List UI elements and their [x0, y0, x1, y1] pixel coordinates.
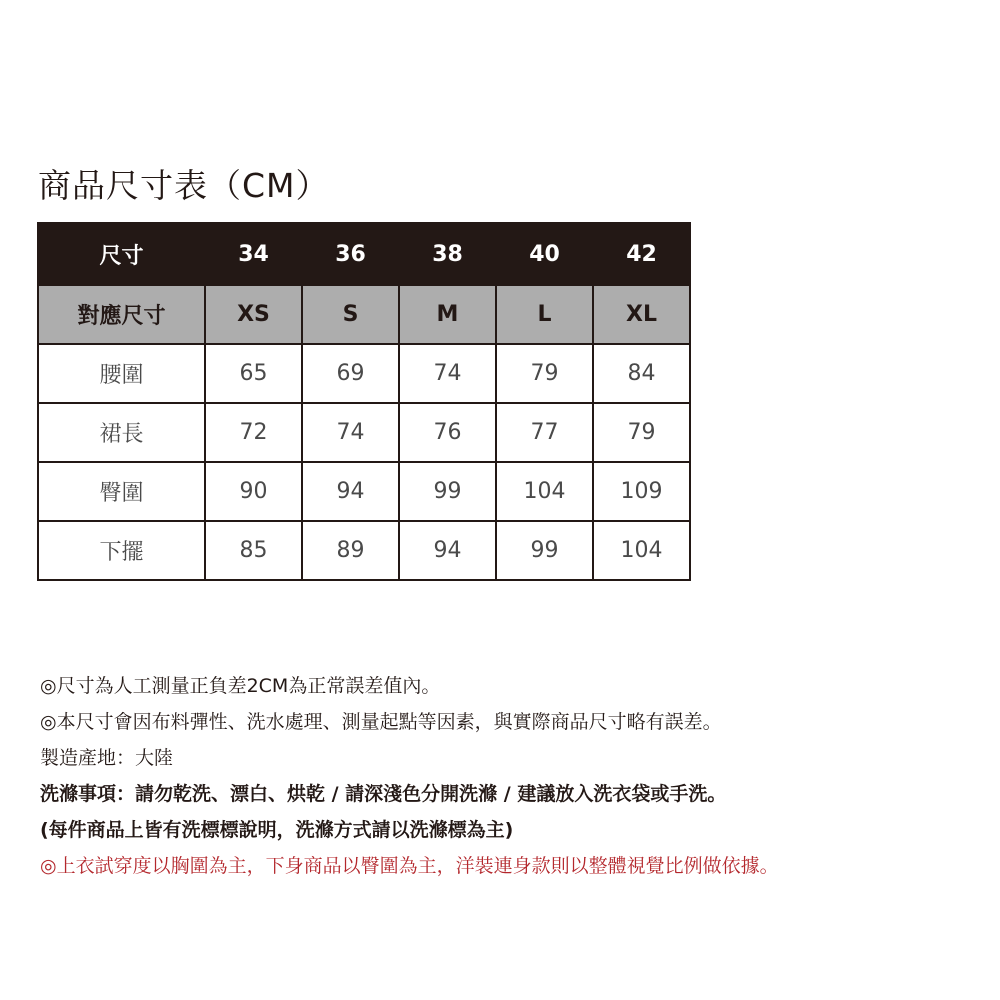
table-row [38, 403, 690, 462]
table-cell: 77 [496, 403, 593, 462]
table-cell: 94 [302, 462, 399, 521]
table-cell: 76 [399, 403, 496, 462]
table-cell: 99 [496, 521, 593, 580]
size-table [37, 222, 691, 581]
table-cell: 65 [205, 344, 302, 403]
table-cell: 69 [302, 344, 399, 403]
header-cell: 40 [496, 223, 593, 285]
notes-section [40, 668, 990, 884]
table-cell: 90 [205, 462, 302, 521]
table-cell: 85 [205, 521, 302, 580]
table-cell: 74 [302, 403, 399, 462]
subheader-cell: M [399, 285, 496, 344]
table-cell: 99 [399, 462, 496, 521]
table-cell: 104 [496, 462, 593, 521]
table-cell: 109 [593, 462, 690, 521]
subheader-cell: S [302, 285, 399, 344]
subheader-cell: 對應尺寸 [38, 285, 205, 344]
table-cell: 84 [593, 344, 690, 403]
table-subheader-row [38, 285, 690, 344]
table-cell: 79 [593, 403, 690, 462]
table-cell: 89 [302, 521, 399, 580]
table-header-row [38, 223, 690, 285]
note-washing-label: (每件商品上皆有洗標標說明，洗滌方式請以洗滌標為主) [40, 819, 514, 841]
note-washing-instructions: 洗滌事項：請勿乾洗、漂白、烘乾 / 請深淺色分開洗滌 / 建議放入洗衣袋或手洗。 [40, 783, 727, 805]
header-cell: 34 [205, 223, 302, 285]
table-cell: 104 [593, 521, 690, 580]
note-measurement-tolerance: ◎尺寸為人工測量正負差2CM為正常誤差值內。 [40, 675, 441, 697]
table-cell: 74 [399, 344, 496, 403]
note-fitting-guide: ◎上衣試穿度以胸圍為主，下身商品以臀圍為主，洋裝連身款則以整體視覺比例做依據。 [40, 855, 779, 877]
row-label: 腰圍 [38, 344, 205, 403]
note-origin: 製造產地：大陸 [40, 747, 174, 769]
header-cell: 36 [302, 223, 399, 285]
header-cell: 尺寸 [38, 223, 205, 285]
subheader-cell: L [496, 285, 593, 344]
table-row [38, 344, 690, 403]
table-cell: 94 [399, 521, 496, 580]
table-cell: 72 [205, 403, 302, 462]
table-cell: 79 [496, 344, 593, 403]
subheader-cell: XL [593, 285, 690, 344]
table-row [38, 462, 690, 521]
header-cell: 42 [593, 223, 690, 285]
table-row [38, 521, 690, 580]
subheader-cell: XS [205, 285, 302, 344]
row-label: 下擺 [38, 521, 205, 580]
header-cell: 38 [399, 223, 496, 285]
note-size-variance: ◎本尺寸會因布料彈性、洗水處理、測量起點等因素，與實際商品尺寸略有誤差。 [40, 711, 722, 733]
row-label: 裙長 [38, 403, 205, 462]
row-label: 臀圍 [38, 462, 205, 521]
page-title: 商品尺寸表（CM） [38, 166, 330, 205]
